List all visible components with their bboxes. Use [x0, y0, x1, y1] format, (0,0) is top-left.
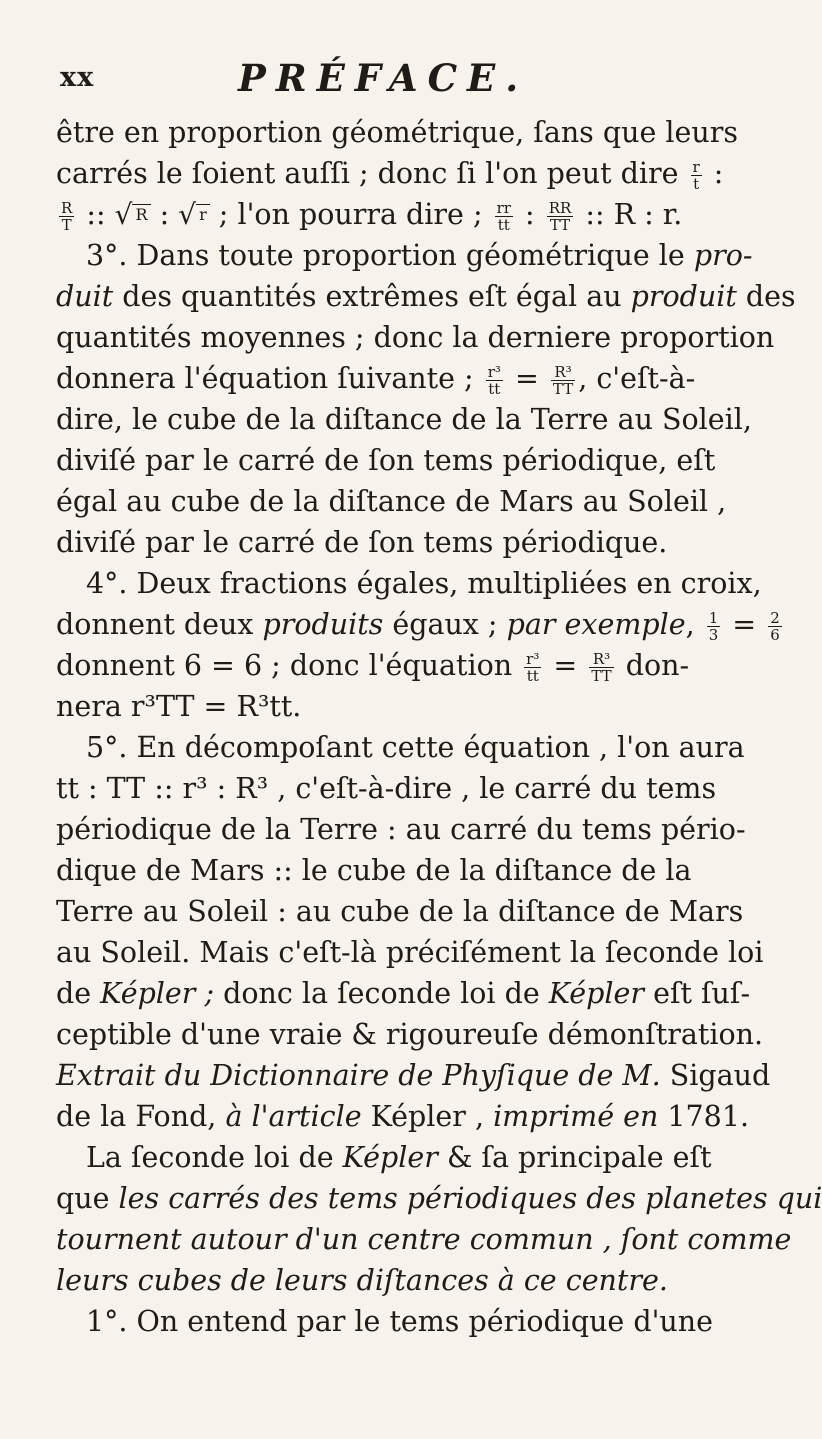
text-line: de Képler ; donc la ſeconde loi de Képler eſt ſuſ-: [56, 977, 751, 1010]
fraction: $\frac{2}{6}$: [770, 609, 780, 644]
text-line: dire, le cube de la diſtance de la Terre au Soleil,: [56, 403, 752, 436]
text-line: nera r³TT = R³tt.: [56, 690, 302, 723]
body-text: [56, 112, 822, 1342]
text-line: carrés le ſoient auſſi ; donc ſi l'on peut dire $\frac{r}{t}$ :: [56, 157, 724, 193]
text-line: quantités moyennes ; donc la derniere proportion: [56, 321, 775, 354]
page-number: xx: [60, 62, 95, 93]
radical-sign: √: [114, 198, 133, 231]
text-line: dique de Mars :: le cube de la diſtance de la: [56, 854, 692, 887]
text-line: périodique de la Terre : au carré du tems pério-: [56, 813, 746, 846]
text-line: 1°. On entend par le tems périodique d'une: [86, 1305, 714, 1338]
fraction: $\frac{\text{R³}}{TT}$: [552, 363, 574, 398]
text-line: duit des quantités extrêmes eſt égal au produit des: [56, 280, 796, 313]
text-line: La ſeconde loi de Képler & ſa principale eſt: [86, 1141, 712, 1174]
text-line: ceptible d'une vraie & rigoureuſe démonſtration.: [56, 1018, 764, 1051]
text-line: 4°. Deux fractions égales, multipliées en croix,: [86, 567, 762, 600]
fraction: $\frac{\text{R³}}{TT}$: [591, 650, 612, 685]
running-title: PRÉFACE.: [238, 56, 529, 100]
text-line: leurs cubes de leurs diſtances à ce centre.: [56, 1264, 668, 1297]
text-line: au Soleil. Mais c'eſt-là préciſément la ſeconde loi: [56, 936, 764, 969]
fraction: $\frac{r}{t}$: [692, 158, 700, 193]
text-line: $\frac{R}{T}$ :: √ $^R$ : √ $^r$ ; l'on pourra dire ; $\frac{rr}{tt}$ : $\frac{RR}{TT}$ :: R : r.: [61, 198, 683, 234]
fraction: $\frac{R}{T}$: [61, 199, 73, 234]
text-line: être en proportion géométrique, ſans que leurs: [56, 116, 738, 149]
text-line: donnera l'équation ſuivante ; $\frac{\text{r³}}{tt}$ = $\frac{\text{R³}}{TT}$ , c'eſt-à-: [56, 362, 696, 398]
radical-sign: √: [178, 198, 197, 231]
text-line: que les carrés des tems périodiques des planetes qui: [56, 1182, 822, 1215]
text-line: égal au cube de la diſtance de Mars au Soleil ,: [56, 485, 727, 518]
page-header: [60, 58, 760, 106]
text-line: diviſé par le carré de ſon tems périodique, eſt: [56, 444, 716, 477]
text-line: diviſé par le carré de ſon tems périodique.: [56, 526, 668, 559]
text-line: tournent autour d'un centre commun , ſont comme: [56, 1223, 792, 1256]
text-line: Extrait du Dictionnaire de Phyſique de M. Sigaud: [56, 1059, 771, 1092]
text-line: 5°. En décompoſant cette équation , l'on aura: [86, 731, 745, 764]
fraction: $\frac{rr}{tt}$: [496, 199, 511, 234]
fraction: $\frac{\text{r³}}{tt}$: [487, 363, 501, 398]
text-line: donnent 6 = 6 ; donc l'équation $\frac{\text{r³}}{tt}$ = $\frac{\text{R³}}{TT}$ don-: [56, 649, 690, 685]
fraction: $\frac{\text{r³}}{tt}$: [526, 650, 540, 685]
fraction: $\frac{RR}{TT}$: [548, 199, 572, 234]
text-line: de la Fond, à l'article Képler , imprimé en 1781.: [56, 1100, 750, 1133]
fraction: $\frac{1}{3}$: [708, 609, 719, 644]
text-line: donnent deux produits égaux ; par exemple, $\frac{1}{3}$ = $\frac{2}{6}$: [56, 608, 780, 644]
text-line: Terre au Soleil : au cube de la diſtance de Mars: [56, 895, 744, 928]
text-line: 3°. Dans toute proportion géométrique le pro-: [86, 239, 753, 272]
text-line: tt : TT :: r³ : R³ , c'eſt-à-dire , le carré du tems: [56, 772, 717, 805]
